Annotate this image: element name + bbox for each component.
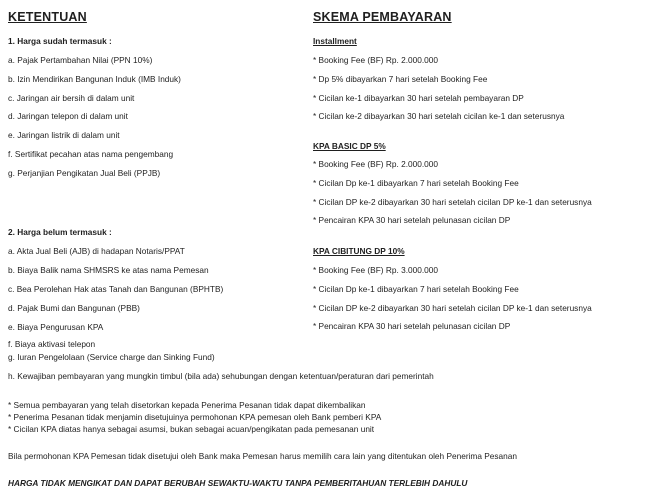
scheme-item: * Booking Fee (BF) Rp. 2.000.000: [313, 55, 438, 65]
included-item: f. Sertifikat pecahan atas nama pengembang: [8, 149, 174, 159]
excluded-item: g. Iuran Pengelolaan (Service charge dan Sinking Fund): [8, 352, 215, 362]
excluded-item: d. Pajak Bumi dan Bangunan (PBB): [8, 303, 140, 313]
included-item: g. Perjanjian Pengikatan Jual Beli (PPJB): [8, 168, 161, 178]
scheme-item: * Cicilan ke-2 dibayarkan 30 hari setelah cicilan ke-1 dan seterusnya: [313, 111, 565, 121]
scheme-name-kpa-cibitung: KPA CIBITUNG DP 10%: [313, 246, 405, 256]
scheme-item: * Cicilan DP ke-2 dibayarkan 30 hari setelah cicilan DP ke-1 dan seterusnya: [313, 303, 592, 313]
kpa-rejection-statement: Bila permohonan KPA Pemesan tidak disetujui oleh Bank maka Pemesan harus memilih cara lain yang ditentukan oleh Penerima Pesanan: [8, 451, 518, 461]
scheme-item: * Pencairan KPA 30 hari setelah pelunasan cicilan DP: [313, 215, 511, 225]
excluded-item: c. Bea Perolehan Hak atas Tanah dan Bangunan (BPHTB): [8, 284, 224, 294]
excluded-item: h. Kewajiban pembayaran yang mungkin timbul (bila ada) sehubungan dengan ketentuan/peraturan dari pemerintah: [8, 371, 434, 381]
scheme-item: * Cicilan ke-1 dibayarkan 30 hari setelah pembayaran DP: [313, 93, 524, 103]
note-item: * Semua pembayaran yang telah disetorkan kepada Penerima Pesanan tidak dapat dikembalikan: [8, 400, 366, 410]
scheme-item: * Cicilan Dp ke-1 dibayarkan 7 hari setelah Booking Fee: [313, 284, 519, 294]
included-item: e. Jaringan listrik di dalam unit: [8, 130, 120, 140]
excluded-heading: 2. Harga belum termasuk :: [8, 227, 112, 237]
scheme-item: * Cicilan DP ke-2 dibayarkan 30 hari setelah cicilan DP ke-1 dan seterusnya: [313, 197, 592, 207]
excluded-item: b. Biaya Balik nama SHMSRS ke atas nama Pemesan: [8, 265, 209, 275]
included-heading: 1. Harga sudah termasuk :: [8, 36, 112, 46]
scheme-name-installment: Installment: [313, 36, 357, 46]
included-item: a. Pajak Pertambahan Nilai (PPN 10%): [8, 55, 153, 65]
included-item: c. Jaringan air bersih di dalam unit: [8, 93, 135, 103]
scheme-item: * Pencairan KPA 30 hari setelah pelunasan cicilan DP: [313, 321, 511, 331]
included-item: d. Jaringan telepon di dalam unit: [8, 111, 128, 121]
excluded-item: e. Biaya Pengurusan KPA: [8, 322, 104, 332]
price-disclaimer: HARGA TIDAK MENGIKAT DAN DAPAT BERUBAH SEWAKTU-WAKTU TANPA PEMBERITAHUAN TERLEBIH DAHULU: [8, 478, 468, 488]
excluded-item: f. Biaya aktivasi telepon: [8, 339, 96, 349]
excluded-item: a. Akta Jual Beli (AJB) di hadapan Notaris/PPAT: [8, 246, 185, 256]
scheme-name-kpa-basic: KPA BASIC DP 5%: [313, 141, 386, 151]
skema-title: SKEMA PEMBAYARAN: [313, 10, 452, 24]
note-item: * Penerima Pesanan tidak menjamin disetujuinya permohonan KPA pemesan oleh Bank pemberi KPA: [8, 412, 382, 422]
scheme-item: * Booking Fee (BF) Rp. 3.000.000: [313, 265, 438, 275]
scheme-item: * Cicilan Dp ke-1 dibayarkan 7 hari setelah Booking Fee: [313, 178, 519, 188]
included-item: b. Izin Mendirikan Bangunan Induk (IMB Induk): [8, 74, 181, 84]
scheme-item: * Booking Fee (BF) Rp. 2.000.000: [313, 159, 438, 169]
note-item: * Cicilan KPA diatas hanya sebagai asumsi, bukan sebagai acuan/pengikatan pada pemesanan unit: [8, 424, 375, 434]
scheme-item: * Dp 5% dibayarkan 7 hari setelah Booking Fee: [313, 74, 488, 84]
ketentuan-title: KETENTUAN: [8, 10, 87, 24]
